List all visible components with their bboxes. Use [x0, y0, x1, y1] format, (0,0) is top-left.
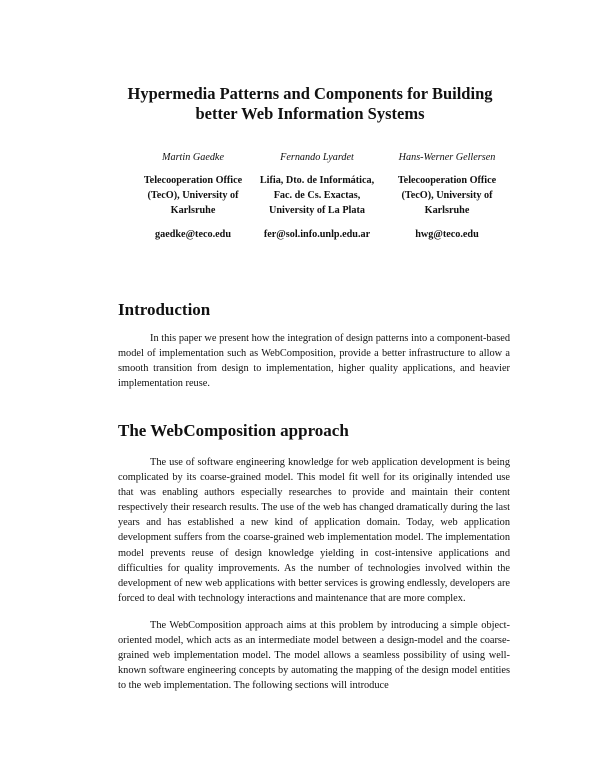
affiliation-line: Telecooperation Office — [397, 175, 497, 186]
author-3 — [384, 150, 510, 242]
affiliation-line: Karlsruhe — [170, 205, 216, 216]
author-1 — [130, 150, 256, 242]
affiliation-line: Fac. de Cs. Exactas, — [273, 190, 361, 201]
author-email: hwg@teco.edu — [415, 229, 479, 240]
title-line-1: Hypermedia Patterns and Components for Building — [127, 84, 493, 103]
author-affiliation — [130, 173, 256, 218]
paper-title — [100, 84, 520, 124]
affiliation-line: (TecO), University of — [147, 190, 239, 201]
webcomposition-paragraph-1: The use of software engineering knowledge for web application development is being complicated by its coarse-grained model. This model fit well for its originally intended use that was enabling authors especially researches to provide and maintain their content respectively their research results. The use of the web has changed dramatically during the last years and has established a new kind of application domain. Today, web application development suffers from the coarse-grained web implementation model. The implementation model prevents reuse of design knowledge yielding in cost-intensive applications and difficulties for quality improvements. As the number of technologies involved within the development of new web applications with better services is growing endlessly, developers are forced to deal with technology interactions and maintenance that are more complex. — [118, 457, 510, 604]
author-email: fer@sol.info.unlp.edu.ar — [263, 229, 371, 240]
affiliation-line: (TecO), University of — [401, 190, 493, 201]
section-heading-webcomposition: The WebComposition approach — [118, 421, 349, 440]
affiliation-line: Karlsruhe — [424, 205, 470, 216]
author-name: Hans-Werner Gellersen — [398, 152, 496, 163]
author-affiliation — [384, 173, 510, 218]
author-name: Fernando Lyardet — [280, 152, 354, 163]
author-email: gaedke@teco.edu — [155, 229, 231, 240]
author-2 — [254, 150, 380, 242]
author-affiliation — [254, 173, 380, 218]
intro-paragraph: In this paper we present how the integration of design patterns into a component-based model of implementation such as WebComposition, provide a better infrastructure to allow a smooth transition from design to implementation, higher quality applications, and heavier implementation reuse. — [118, 333, 510, 390]
webcomposition-paragraph-2: The WebComposition approach aims at this problem by introducing a simple object-oriented model, which acts as an intermediate model between a design-model and the coarse-grained web implementation model. The model allows a seamless possibility of using well-known software engineering concepts by automating the mapping of the design model entities to the web implementation. The following sections will introduce — [118, 620, 510, 692]
affiliation-line: Lifia, Dto. de Informática, — [259, 175, 375, 186]
author-name: Martin Gaedke — [162, 152, 224, 163]
affiliation-line: University of La Plata — [269, 205, 365, 216]
title-line-2: better Web Information Systems — [195, 104, 425, 123]
affiliation-line: Telecooperation Office — [143, 175, 243, 186]
section-heading-introduction: Introduction — [118, 300, 211, 319]
